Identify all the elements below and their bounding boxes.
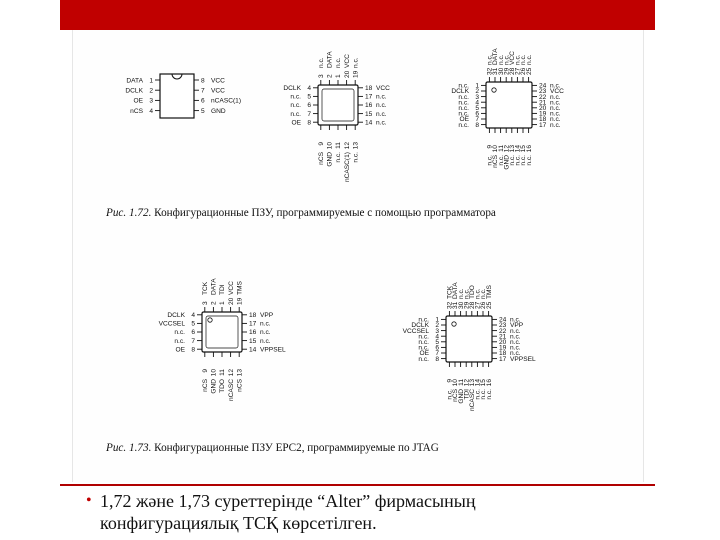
plcc20_a-pin-number: 2: [326, 74, 334, 78]
tqfp32_a-pin-label: n.c.: [509, 155, 516, 166]
plcc20_a-pin-number: 8: [307, 119, 311, 127]
plcc20_a-pin-number: 16: [365, 102, 373, 110]
dip8-package: [160, 74, 194, 118]
tqfp32_b-pin-number: 31: [452, 301, 460, 309]
plcc20_a-package: [318, 85, 358, 125]
tqfp32_b-pin-label: TCK: [446, 285, 454, 299]
plcc20_a-pin-label: DCLK: [283, 85, 301, 92]
dip8-pin-label: nCS: [130, 107, 143, 115]
tqfp32_b-pin-number: 29: [463, 301, 471, 309]
tqfp32_b-pin-number: 13: [469, 379, 476, 387]
plcc20_b-pin-number: 11: [219, 369, 227, 376]
figure-173-number: Рис. 1.73.: [106, 442, 152, 454]
tqfp32_a-pin-number: 2: [475, 88, 479, 96]
tqfp32_a-pin-number: 8: [475, 121, 479, 129]
plcc20_b-pin-label: n.c.: [174, 337, 185, 345]
tqfp32_b-pin-number: 16: [485, 379, 493, 387]
plcc20_a-pin-label: n.c.: [352, 57, 360, 68]
plcc20_b-pin-label: nCS: [202, 379, 209, 392]
tqfp32_a-pin-label: n.c.: [458, 93, 469, 101]
tqfp32_b-pin-number: 30: [457, 301, 465, 309]
plcc20_a-pin-label: n.c.: [352, 152, 360, 163]
tqfp32_a-pin-label: n.c.: [514, 155, 522, 166]
tqfp32_b-pin-label: n.c.: [418, 344, 429, 352]
plcc20_a-pin-label: n.c.: [376, 119, 387, 127]
tqfp32_b-pin-label: n.c.: [510, 316, 521, 324]
bottom-divider: [60, 484, 655, 486]
tqfp32_b-pin-number: 8: [435, 355, 439, 363]
plcc20_b-pin-number: 1: [219, 301, 227, 305]
tqfp32_b-pin-number: 19: [499, 344, 507, 352]
tqfp32_a-pin-number: 32: [486, 67, 494, 75]
tqfp32_b-pin-number: 1: [435, 316, 439, 324]
tqfp32_a-pin-number: 13: [509, 145, 516, 153]
tqfp32_b-pin-label: n.c.: [510, 333, 521, 341]
tqfp32_b-pin-label: n.c.: [510, 344, 521, 352]
plcc20_a-pin-label: n.c.: [335, 57, 343, 68]
plcc20_a-pin-number: 13: [352, 142, 360, 150]
plcc20_a-pin-number: 7: [307, 110, 311, 118]
plcc20_a-pin-label: n.c.: [376, 93, 387, 101]
plcc20_a-pin-number: 17: [365, 93, 373, 101]
tqfp32_a-pin-label: OE: [459, 116, 469, 124]
tqfp32_b-pin-number: 15: [480, 379, 488, 387]
tqfp32_a-pin-number: 7: [475, 116, 479, 124]
tqfp32_a-pin-label: n.c.: [497, 54, 505, 65]
tqfp32_a-pin-number: 31: [492, 67, 500, 75]
plcc20_b-pin-number: 15: [249, 337, 257, 345]
tqfp32_b-pin-number: 9: [446, 379, 454, 383]
tqfp32_a-pin-number: 18: [539, 116, 547, 124]
tqfp32_b-pin-label: nCASC: [469, 389, 476, 411]
plcc20_b-pin-label: n.c.: [260, 320, 271, 328]
tqfp32_a-pin-number: 5: [475, 105, 479, 112]
tqfp32_b-pin-label: n.c.: [510, 327, 521, 335]
plcc20_a-pin-label: n.c.: [335, 152, 343, 163]
plcc20_b-pin-label: n.c.: [260, 337, 271, 345]
tqfp32_b-pin-label: nCS: [452, 389, 460, 402]
tqfp32_b-pin-label: n.c.: [485, 389, 493, 400]
tqfp32_a-pin-label: n.c.: [486, 54, 494, 65]
tqfp32_b-pin-label: GND: [457, 389, 465, 404]
plcc20_b-pin-number: 18: [249, 312, 257, 319]
tqfp32_a-pin-label: n.c.: [520, 155, 528, 166]
plcc20_a-pin-label: n.c.: [290, 102, 301, 110]
plcc20_a-pin-label: n.c.: [318, 57, 325, 68]
plcc20_b-pin-number: 8: [191, 346, 195, 354]
tqfp32_a-pin-number: 14: [514, 145, 522, 153]
tqfp32_a-pin-label: n.c.: [514, 54, 522, 65]
tqfp32_b-pin-label: DCLK: [411, 322, 429, 330]
tqfp32_b-pin-number: 23: [499, 322, 507, 330]
tqfp32_b-pin-number: 27: [474, 301, 482, 309]
tqfp32_b-pin-number: 26: [480, 301, 488, 309]
tqfp32_b-pin-number: 6: [435, 344, 439, 352]
bullet-item: [86, 490, 660, 534]
plcc20_b-pin-label: GND: [210, 379, 218, 394]
tqfp32_b-pin-number: 28: [469, 301, 476, 309]
tqfp32_a-pin-number: 21: [539, 99, 547, 107]
plcc20_a-pin-label: nCASC(1): [343, 152, 351, 183]
dip8-pin-label: VCC: [211, 77, 225, 85]
tqfp32_b-pin-number: 32: [446, 301, 454, 309]
plcc20_b-pin-label: n.c.: [260, 329, 271, 337]
dip8-pin-number: 6: [201, 97, 205, 105]
tqfp32_a-pin-number: 12: [503, 145, 511, 153]
tqfp32_a-pin-label: DATA: [492, 48, 500, 65]
tqfp32_b-pin-label: n.c.: [418, 316, 429, 324]
tqfp32_a-pin-label: n.c.: [550, 82, 561, 90]
tqfp32_a-pin-number: 3: [475, 93, 479, 101]
figure-173-caption: [106, 442, 439, 454]
tqfp32_a-pin-number: 11: [497, 145, 505, 152]
tqfp32_b-pin-number: 11: [457, 379, 465, 386]
tqfp32_a-pin-label: VCC: [509, 51, 516, 65]
plcc20_a-pin-label: OE: [291, 119, 301, 127]
plcc20_b-pin-number: 7: [191, 337, 195, 345]
plcc20_a-pin-label: n.c.: [376, 110, 387, 118]
tqfp32_b-pin-number: 21: [499, 333, 507, 341]
tqfp32_a-pin-number: 17: [539, 121, 547, 129]
tqfp32_b-pin-label: n.c.: [446, 389, 454, 400]
bullet-line-1: 1,72 және 1,73 суреттерінде “Alter” фирмасының: [100, 491, 476, 511]
tqfp32_a-pin-number: 28: [509, 67, 516, 75]
tqfp32_b-pin-label: n.c.: [510, 350, 521, 358]
plcc20_b-pin-number: 9: [202, 369, 209, 373]
plcc20_a-pin-number: 20: [343, 70, 351, 78]
tqfp32_a-pin-label: n.c.: [550, 110, 561, 118]
plcc20_b-pin-number: 6: [191, 329, 195, 337]
tqfp32_a-pin-label: DCLK: [451, 88, 469, 96]
plcc20_b-pin-label: TCK: [202, 281, 209, 295]
plcc20_a-pin-number: 18: [365, 85, 373, 92]
figure-172-caption: [106, 207, 496, 219]
plcc20_b-pin-label: TDI: [219, 284, 227, 295]
plcc20_b-pin-number: 19: [236, 297, 244, 305]
plcc20_a-pin-number: 5: [307, 93, 311, 101]
tqfp32_a-pin-label: n.c.: [550, 99, 561, 107]
tqfp32_b-pin-number: 3: [435, 327, 439, 335]
bullet-line-2: конфигурациялық ТСҚ көрсетілген.: [100, 513, 377, 533]
plcc20_a-pin-number: 1: [335, 74, 343, 78]
tqfp32_a-pin-label: n.c.: [550, 116, 561, 124]
figure-172-text: Конфигурационные ПЗУ, программируемые с помощью программатора: [154, 207, 496, 219]
tqfp32_a-pin-label: n.c.: [550, 93, 561, 101]
tqfp32_b-pin-label: VCCSEL: [402, 327, 429, 335]
plcc20_b-pin-label: nCS: [236, 379, 244, 392]
plcc20_b-pin-label: TMS: [236, 281, 244, 295]
plcc20_b-pin-label: VCCSEL: [158, 320, 185, 328]
dip8-pin-number: 7: [201, 87, 205, 95]
tqfp32_a-pin-label: VCC: [550, 88, 564, 96]
tqfp32_a-pin-number: 30: [497, 67, 505, 75]
tqfp32_b-pin-number: 18: [499, 350, 507, 358]
tqfp32_b-pin-label: TDI: [463, 389, 471, 400]
plcc20_b-pin-number: 4: [191, 312, 195, 319]
bullet-icon: •: [86, 492, 92, 509]
dip8-pin-number: 5: [201, 107, 205, 115]
dip8-pin-label: DCLK: [125, 87, 143, 95]
plcc20_a-pin-number: 11: [335, 142, 343, 149]
tqfp32_b-pin-label: n.c.: [463, 288, 471, 299]
tqfp32_a-package: [486, 82, 532, 128]
tqfp32_a-pin-label: n.c.: [497, 155, 505, 166]
plcc20_b-pin-number: 2: [210, 301, 218, 305]
tqfp32_b-pin-label: DATA: [452, 282, 460, 299]
tqfp32_a-pin-number: 10: [492, 145, 500, 153]
plcc20_a-pin-number: 9: [318, 142, 325, 146]
plcc20_b-pin-label: VCC: [227, 281, 235, 295]
tqfp32_b-pin-label: TMS: [485, 285, 493, 299]
tqfp32_b-pin-number: 24: [499, 316, 507, 324]
dip8-pin-number: 4: [149, 107, 153, 115]
plcc20_a-pin-label: VCC: [343, 54, 351, 68]
tqfp32_a-pin-number: 25: [525, 67, 533, 75]
plcc20_b-pin-label: OE: [175, 346, 185, 354]
plcc20_b-pin-number: 10: [210, 369, 218, 377]
plcc20_b-pin-number: 17: [249, 320, 257, 328]
plcc20_b-pin-number: 3: [202, 301, 209, 305]
tqfp32_a-pin-number: 20: [539, 105, 547, 112]
tqfp32_b-pin-number: 25: [485, 301, 493, 309]
tqfp32_a-pin-number: 16: [525, 145, 533, 153]
tqfp32_a-pin-number: 23: [539, 88, 547, 96]
tqfp32_a-pin-number: 27: [514, 67, 522, 75]
plcc20_a-pin-number: 3: [318, 74, 325, 78]
dip8-pin-number: 2: [149, 87, 153, 95]
tqfp32_b-pin-number: 7: [435, 350, 439, 358]
tqfp32_a-pin-number: 4: [475, 99, 479, 107]
plcc20_a-pin-label: VCC: [376, 85, 390, 92]
plcc20_a-pin-label: GND: [326, 152, 334, 167]
tqfp32_b-pin-number: 17: [499, 355, 507, 363]
dip8-pin-number: 8: [201, 77, 205, 85]
plcc20_a-pin-label: n.c.: [290, 93, 301, 101]
tqfp32_a-pin-label: n.c.: [550, 121, 561, 129]
tqfp32_b-pin-label: n.c.: [418, 333, 429, 341]
tqfp32_b-pin-label: n.c.: [418, 355, 429, 363]
tqfp32_b-pin-label: n.c.: [418, 339, 429, 346]
tqfp32_a-pin-number: 9: [486, 145, 494, 149]
dip8-pin-label: GND: [211, 107, 226, 115]
plcc20_a-pin-label: n.c.: [376, 102, 387, 110]
dip8-pin-label: OE: [133, 97, 143, 105]
plcc20_b-pin-label: VPP: [260, 312, 274, 319]
tqfp32_b-pin-label: OE: [419, 350, 429, 358]
tqfp32_b-pin-number: 14: [474, 379, 482, 387]
plcc20_b-pin-number: 13: [236, 369, 244, 377]
plcc20_a-pin-number: 10: [326, 142, 334, 150]
tqfp32_a-pin-label: n.c.: [525, 54, 533, 65]
figure-172-number: Рис. 1.72.: [106, 207, 152, 219]
plcc20_a-pin-number: 15: [365, 110, 373, 118]
tqfp32_b-pin-label: n.c.: [510, 339, 521, 346]
tqfp32_a-pin-number: 24: [539, 82, 547, 90]
tqfp32_a-pin-number: 29: [503, 67, 511, 75]
tqfp32_a-pin-label: n.c.: [458, 99, 469, 107]
tqfp32_a-pin-label: n.c.: [503, 54, 511, 65]
tqfp32_b-pin-number: 2: [435, 322, 439, 330]
plcc20_b-pin-label: VPPSEL: [260, 346, 286, 354]
dip8-pin-label: DATA: [126, 77, 143, 85]
tqfp32_a-pin-label: n.c.: [458, 110, 469, 118]
plcc20_b-pin-number: 5: [191, 320, 195, 328]
tqfp32_a-pin-label: n.c.: [458, 121, 469, 129]
plcc20_a-pin-number: 19: [352, 70, 360, 78]
tqfp32_b-pin-label: n.c.: [480, 288, 488, 299]
plcc20_a-pin-number: 12: [343, 142, 351, 150]
plcc20_b-pin-label: n.c.: [174, 329, 185, 337]
tqfp32_a-pin-label: n.c.: [550, 105, 561, 112]
tqfp32_a-pin-label: n.c.: [520, 54, 528, 65]
tqfp32_b-pin-label: TDO: [469, 285, 476, 299]
plcc20_b-pin-number: 16: [249, 329, 257, 337]
plcc20_a-pin-label: n.c.: [290, 110, 301, 118]
tqfp32_a-pin-label: n.c.: [458, 105, 469, 112]
plcc20_b-pin-label: DATA: [210, 278, 218, 295]
tqfp32_a-pin-number: 19: [539, 110, 547, 118]
tqfp32_a-pin-number: 15: [520, 145, 528, 153]
plcc20_a-pin-number: 4: [307, 85, 311, 92]
tqfp32_a-pin-number: 6: [475, 110, 479, 118]
plcc20_b-pin-number: 20: [227, 297, 235, 305]
tqfp32_a-pin-number: 1: [475, 82, 479, 90]
plcc20_a-pin-number: 6: [307, 102, 311, 110]
tqfp32_b-pin-label: VPPSEL: [510, 355, 536, 363]
tqfp32_a-pin-number: 26: [520, 67, 528, 75]
tqfp32_a-pin-label: nCS: [492, 155, 500, 168]
plcc20_b-pin-label: nCASC: [227, 379, 235, 401]
tqfp32_b-pin-label: n.c.: [480, 389, 488, 400]
plcc20_b-package: [202, 312, 242, 352]
tqfp32_a-pin-label: n.c.: [486, 155, 494, 166]
plcc20_b-pin-label: TDO: [219, 379, 227, 393]
plcc20_b-pin-label: DCLK: [167, 312, 185, 319]
tqfp32_b-pin-number: 4: [435, 333, 439, 341]
plcc20_a-pin-label: DATA: [326, 51, 334, 68]
tqfp32_a-pin-label: n.c.: [525, 155, 533, 166]
tqfp32_b-pin-number: 10: [452, 379, 460, 387]
figure-173-text: Конфигурационные ПЗУ EPC2, программируемые по JTAG: [154, 442, 439, 454]
tqfp32_a-pin-label: n.c.: [458, 82, 469, 90]
tqfp32_b-pin-label: n.c.: [457, 288, 465, 299]
plcc20_a-pin-label: nCS: [318, 152, 325, 165]
plcc20_b-pin-number: 12: [227, 369, 235, 377]
dip8-pin-label: VCC: [211, 87, 225, 95]
tqfp32_b-pin-number: 20: [499, 339, 507, 346]
tqfp32_a-pin-number: 22: [539, 93, 547, 101]
dip8-pin-label: nCASC(1): [211, 97, 242, 105]
tqfp32_b-pin-label: n.c.: [474, 389, 482, 400]
tqfp32_b-package: [446, 316, 492, 362]
tqfp32_b-pin-label: VPP: [510, 322, 524, 330]
tqfp32_b-pin-number: 5: [435, 339, 439, 346]
tqfp32_b-pin-number: 12: [463, 379, 471, 387]
tqfp32_b-pin-number: 22: [499, 327, 507, 335]
tqfp32_b-pin-label: n.c.: [474, 288, 482, 299]
tqfp32_a-pin-label: GND: [503, 155, 511, 170]
plcc20_a-pin-number: 14: [365, 119, 373, 127]
dip8-pin-number: 1: [149, 77, 153, 85]
plcc20_b-pin-number: 14: [249, 346, 257, 354]
dip8-pin-number: 3: [149, 97, 153, 105]
